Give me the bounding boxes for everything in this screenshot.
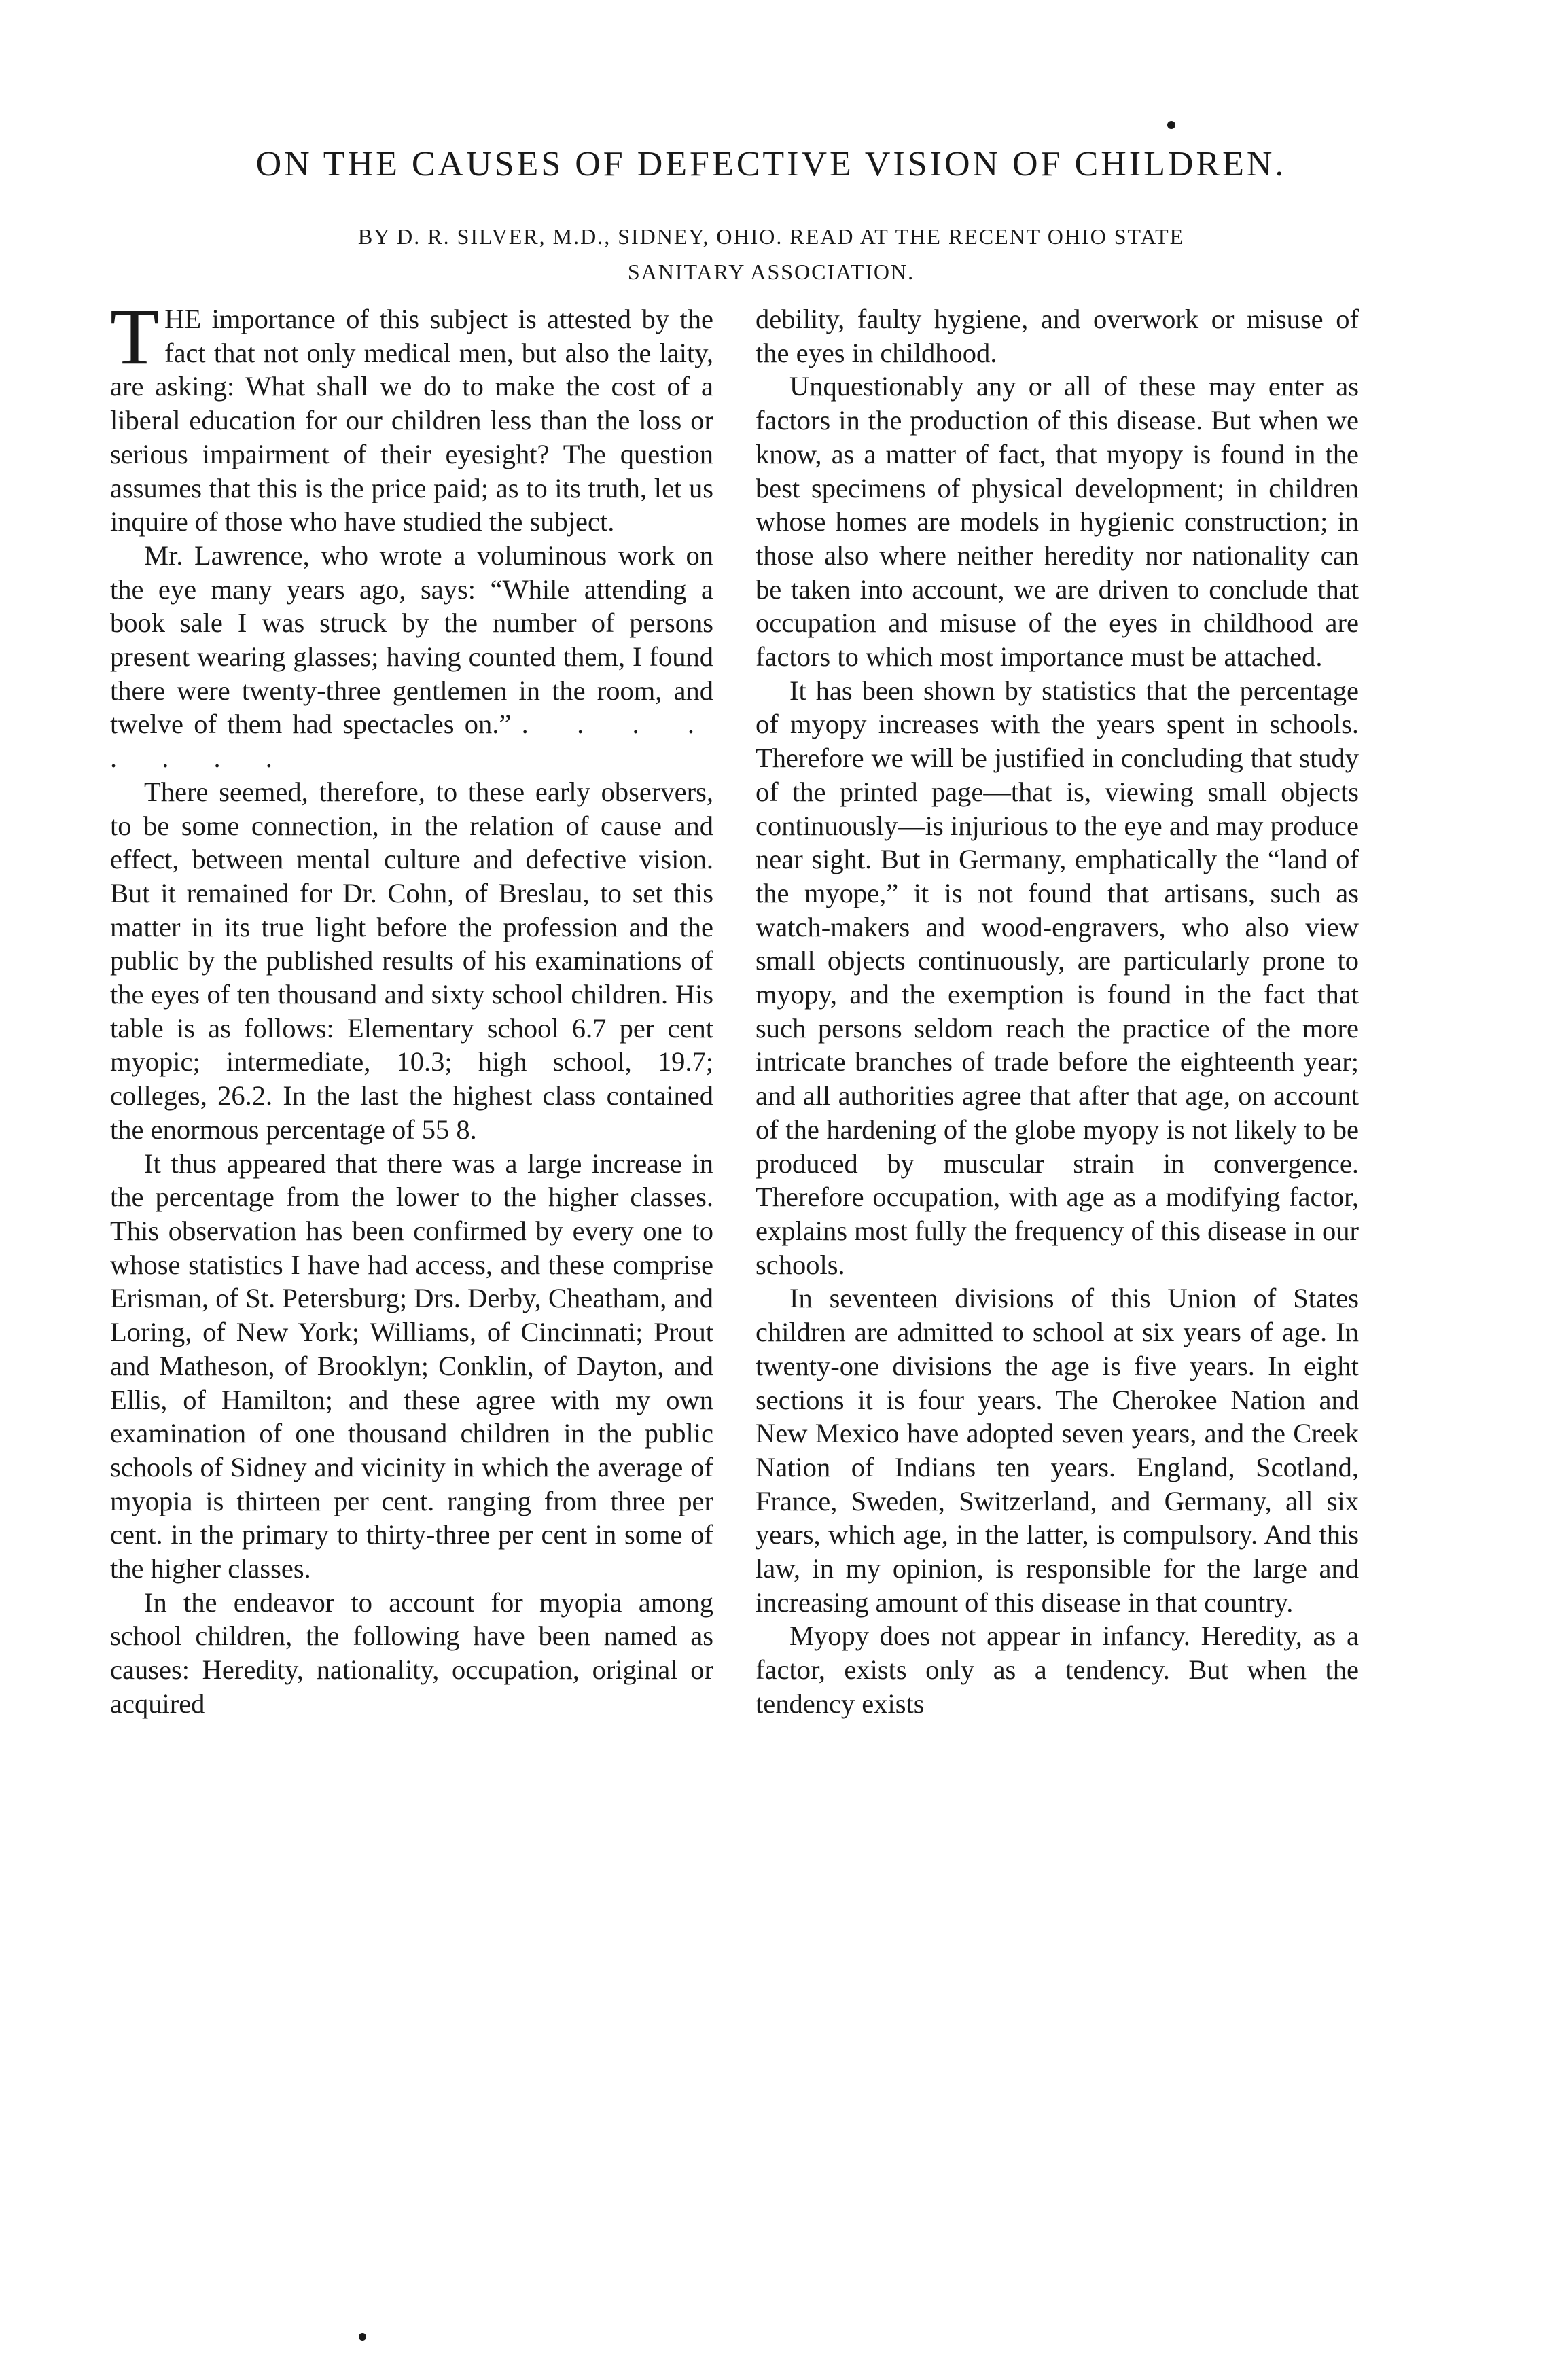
- ink-dot-mark: [1167, 121, 1175, 129]
- paragraph: Unquestionably any or all of these may enter as factors in the production of this disease. But when we know, as a matter of fact, that myopy is found in the best specimens of physical development; in children whose homes are models in hygienic construction; in those also where neither heredity nor nationality can be taken into account, we are driven to conclude that occupation and misuse of the eyes in childhood are factors to which most importance must be attached.: [756, 371, 1359, 673]
- ellipsis-dots: . . . . . . . .: [110, 709, 714, 774]
- left-text-column: [110, 292, 714, 1721]
- paragraph: In the endeavor to account for myopia among school children, the following have been named as causes: Heredity, nationality, occupation, original or acquired: [110, 1586, 713, 1719]
- paragraph: It has been shown by statistics that the percentage of myopy increases with the years spent in schools. Therefore we will be justified in concluding that study of the printed page—that is, viewing small objects continuously—is injurious to the eye and may produce near sight. But in Germany, emphatically the “land of the myope,” it is not found that artisans, such as watch-makers and wood-engravers, who also view small objects continuously, are particularly prone to myopy, and the exemption is found in the fact that such persons seldom reach the practice of the more intricate branches of trade before the eighteenth year; and all authorities agree that after that age, on account of the hardening of the globe myopy is not likely to be produced by muscular strain in convergence. Therefore occupation, with age as a modifying factor, explains most fully the frequency of this disease in our schools.: [756, 675, 1359, 1280]
- right-text-column: [756, 302, 1359, 1721]
- byline-line-2: SANITARY ASSOCIATION.: [627, 260, 915, 284]
- byline-line-1: BY D. R. SILVER, M.D., SIDNEY, OHIO. READ AT THE RECENT OHIO STATE: [357, 224, 1185, 249]
- article-byline: [122, 219, 1420, 289]
- paragraph: It thus appeared that there was a large increase in the percentage from the lower to the higher classes. This observation has been confirmed by every one to whose statistics I have had access, and these comprise Erisman, of St. Petersburg; Drs. Derby, Cheatham, and Loring, of New York; Williams, of Cincinnati; Prout and Matheson, of Brooklyn; Conklin, of Dayton, and Ellis, of Hamilton; and these agree with my own examination of one thousand children in the public schools of Sidney and vicinity in which the average of myopia is thirteen per cent. ranging from three per cent. in the primary to thirty-three per cent in some of the higher classes.: [110, 1148, 713, 1584]
- ink-dot-mark: [359, 2333, 366, 2341]
- paragraph: In seventeen divisions of this Union of States children are admitted to school at six years of age. In twenty-one divisions the age is five years. In eight sections it is four years. The Cherokee Nation and New Mexico have adopted seven years, and the Creek Nation of Indians ten years. England, Scotland, France, Sweden, Switzerland, and Germany, all six years, which age, in the latter, is compulsory. And this law, in my opinion, is responsible for the large and increasing amount of this disease in that country.: [756, 1283, 1359, 1618]
- drop-cap: T: [110, 292, 160, 381]
- paragraph-text: HE importance of this subject is attested by the fact that not only medical men, but also the laity, are asking: What shall we do to make the cost of a liberal education for our children less than the loss or serious impairment of their eyesight? The question assumes that this is the price paid; as to its truth, let us inquire of those who have studied the subject.: [110, 304, 713, 537]
- article-title: ON THE CAUSES OF DEFECTIVE VISION OF CHILDREN.: [255, 145, 1287, 183]
- paragraph: [110, 292, 713, 539]
- paragraph: debility, faulty hygiene, and overwork or misuse of the eyes in childhood.: [756, 304, 1359, 368]
- paragraph: [110, 539, 713, 775]
- paragraph: There seemed, therefore, to these early observers, to be some connection, in the relation of cause and effect, between mental culture and defective vision. But it remained for Dr. Cohn, of Breslau, to set this matter in its true light before the profession and the public by the published results of his examinations of the eyes of ten thousand and sixty school children. His table is as follows: Elementary school 6.7 per cent myopic; intermediate, 10.3; high school, 19.7; colleges, 26.2. In the last the highest class contained the enormous percentage of 55 8.: [110, 776, 713, 1145]
- paragraph: Myopy does not appear in infancy. Heredity, as a factor, exists only as a tendency. But when the tendency exists: [756, 1620, 1359, 1719]
- paragraph-text: Mr. Lawrence, who wrote a voluminous work on the eye many years ago, says: “While attending a book sale I was struck by the number of persons present wearing glasses; having counted them, I found there were twenty-three gentlemen in the room, and twelve of them had spectacles on.”: [110, 539, 713, 740]
